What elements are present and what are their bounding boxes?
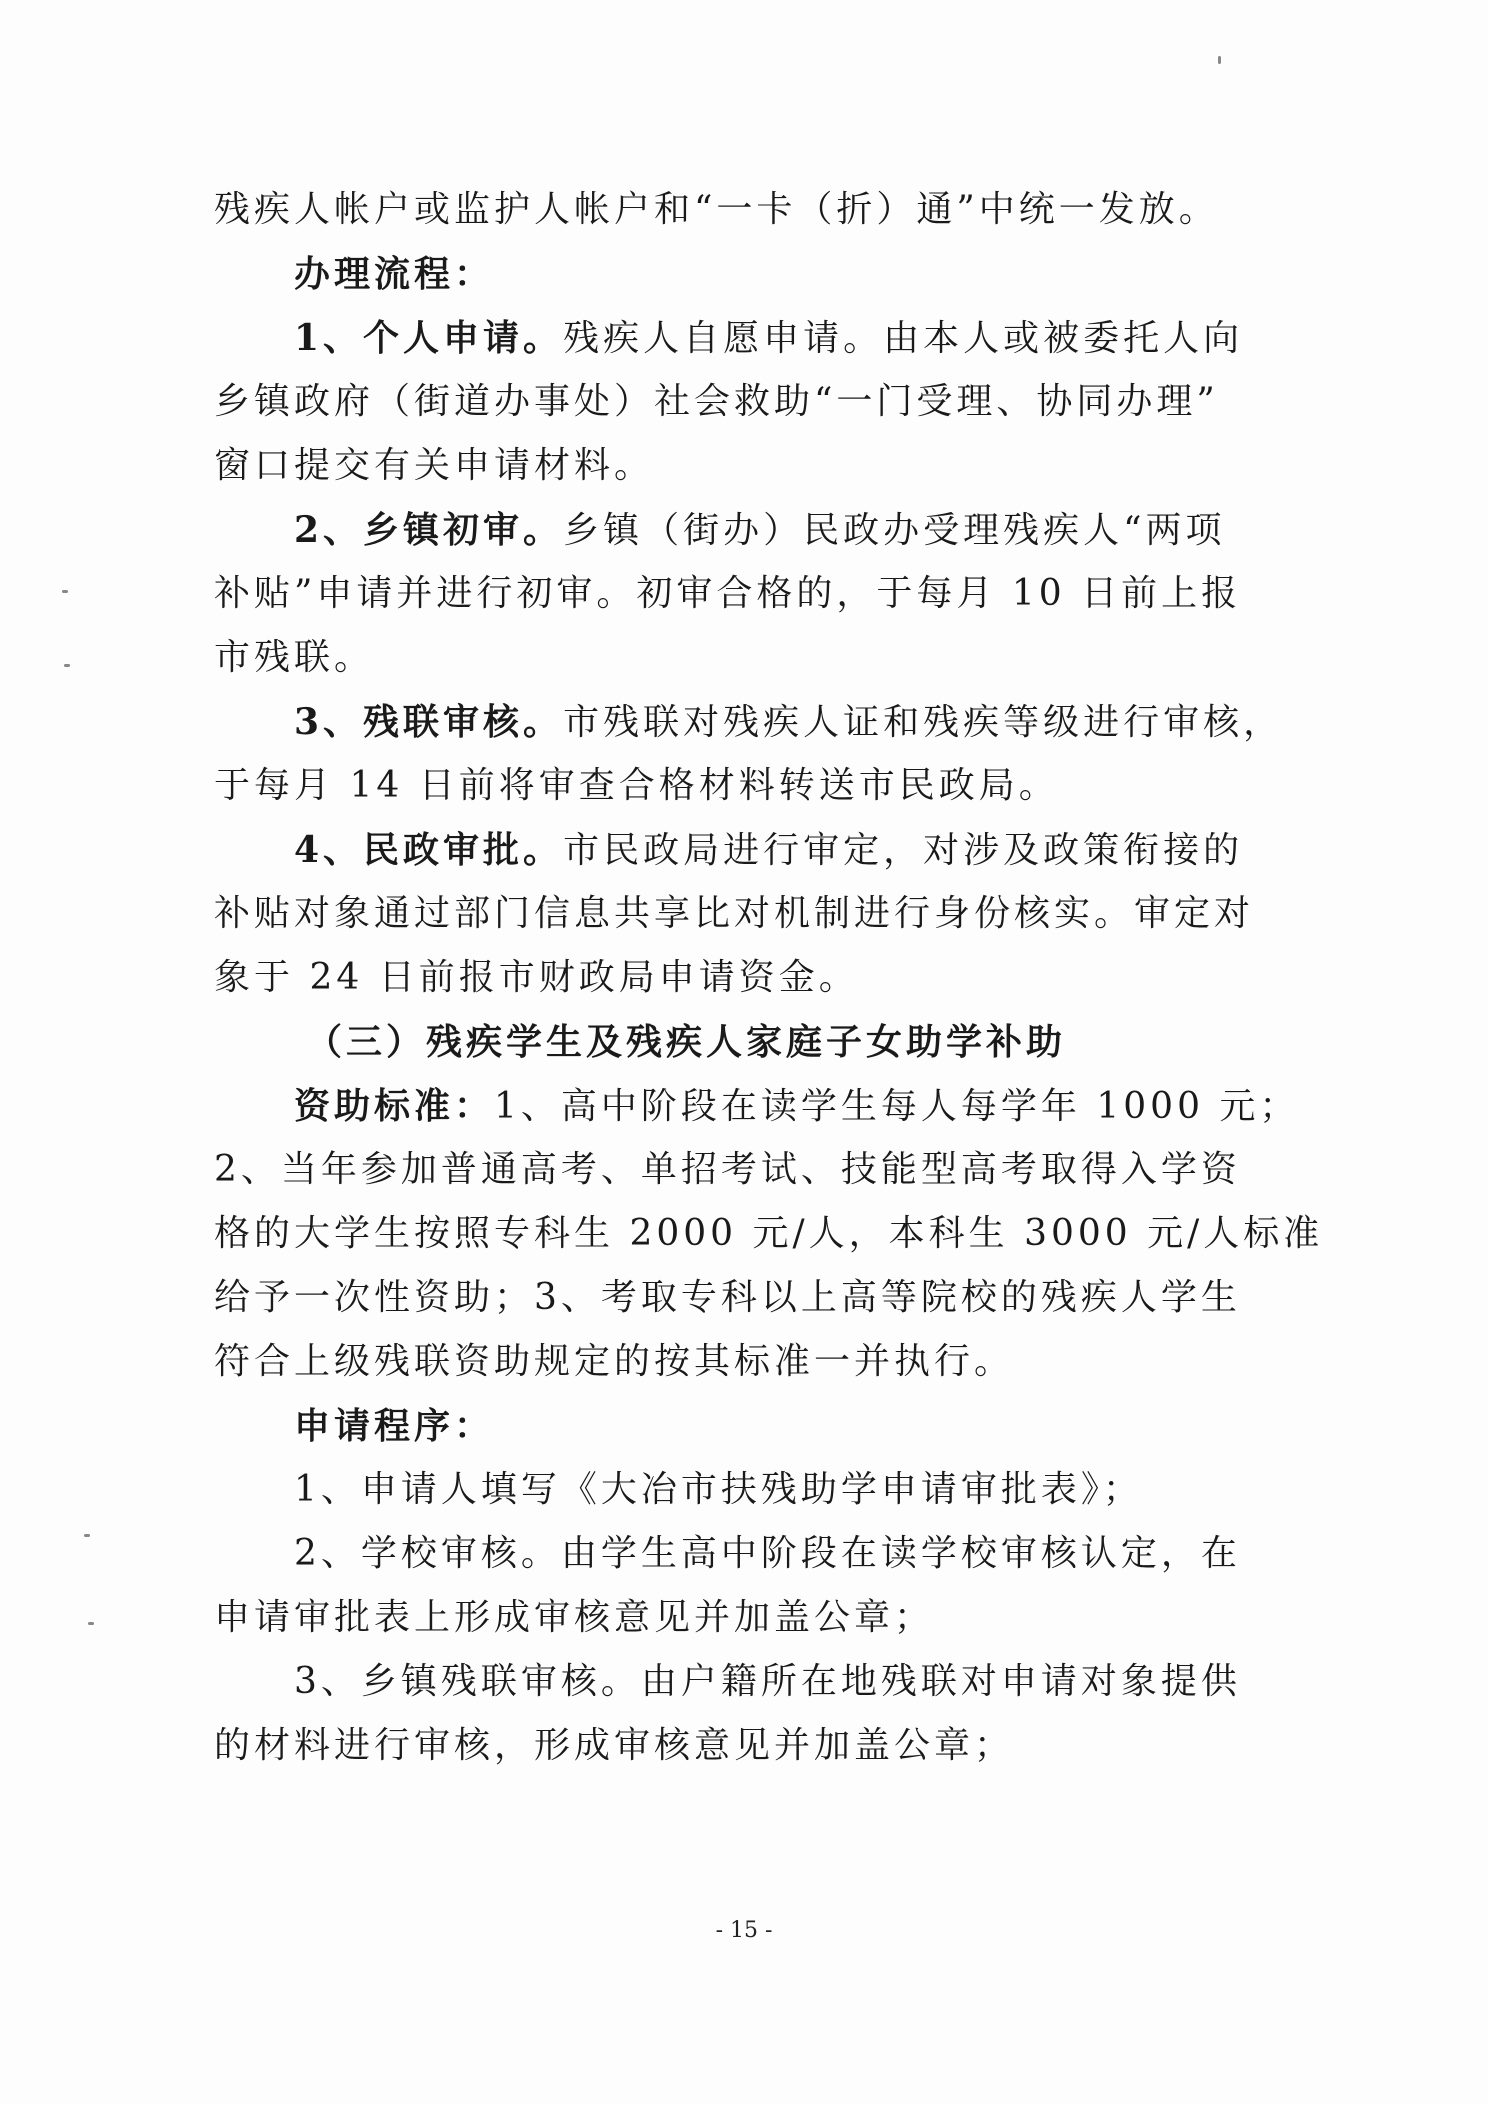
line-lead: 1、个人申请。 xyxy=(294,317,564,359)
paragraph-line xyxy=(214,562,1274,626)
line-text: 2、学校审核。由学生高中阶段在读学校审核认定，在 xyxy=(294,1533,1241,1574)
line-text: 1、申请人填写《大冶市扶残助学申请审批表》； xyxy=(294,1469,1143,1510)
scan-speck xyxy=(1218,56,1221,64)
line-text: 补贴”申请并进行初审。初审合格的，于每月 10 日前上报 xyxy=(214,573,1242,614)
line-text: 市残联对残疾人证和残疾等级进行审核， xyxy=(563,702,1284,743)
paragraph-line xyxy=(214,370,1274,434)
section-heading xyxy=(214,1010,1274,1074)
line-text: 于每月 14 日前将审查合格材料转送市民政局。 xyxy=(214,765,1059,806)
paragraph-line xyxy=(214,434,1274,498)
line-text: 残疾人帐户或监护人帐户和“一卡（折）通”中统一发放。 xyxy=(214,189,1219,230)
scan-speck xyxy=(64,664,70,667)
paragraph-line xyxy=(214,1522,1274,1586)
paragraph-line xyxy=(214,1202,1324,1266)
line-lead: 资助标准： xyxy=(294,1085,495,1127)
line-lead: 办理流程： xyxy=(294,253,495,295)
paragraph-line xyxy=(214,1330,1274,1394)
line-text: 象于 24 日前报市财政局申请资金。 xyxy=(214,957,859,998)
document-body xyxy=(214,178,1324,1778)
scan-speck xyxy=(62,590,68,593)
paragraph-line xyxy=(214,498,1274,562)
line-text: 2、当年参加普通高考、单招考试、技能型高考取得入学资 xyxy=(214,1149,1241,1190)
paragraph-line xyxy=(214,306,1274,370)
line-lead: 2、乡镇初审。 xyxy=(294,509,564,551)
paragraph-line xyxy=(214,1266,1274,1330)
line-text: 的材料进行审核，形成审核意见并加盖公章； xyxy=(214,1725,1015,1766)
paragraph-line xyxy=(214,754,1274,818)
line-text: 给予一次性资助；3、考取专科以上高等院校的残疾人学生 xyxy=(214,1277,1241,1318)
line-text: 符合上级残联资助规定的按其标准一并执行。 xyxy=(214,1341,1015,1382)
line-lead: 3、残联审核。 xyxy=(294,701,564,743)
paragraph-line xyxy=(214,178,1274,242)
page-number: - 15 - xyxy=(715,1918,773,1943)
line-text: 1、高中阶段在读学生每人每学年 1000 元； xyxy=(494,1086,1300,1127)
line-lead: 4、民政审批。 xyxy=(294,829,564,871)
line-text: 补贴对象通过部门信息共享比对机制进行身份核实。审定对 xyxy=(214,893,1255,934)
paragraph-line xyxy=(214,818,1274,882)
scan-speck xyxy=(88,1622,94,1625)
line-text: 乡镇（街办）民政办受理残疾人“两项 xyxy=(563,510,1226,551)
paragraph-line xyxy=(214,690,1284,754)
line-text: 窗口提交有关申请材料。 xyxy=(214,445,655,486)
section-label xyxy=(214,242,1274,306)
paragraph-line xyxy=(214,946,1274,1010)
line-text: 市民政局进行审定，对涉及政策衔接的 xyxy=(563,830,1244,871)
line-lead: 申请程序： xyxy=(294,1405,495,1447)
line-text: 申请审批表上形成审核意见并加盖公章； xyxy=(214,1597,935,1638)
line-text: 残疾人自愿申请。由本人或被委托人向 xyxy=(563,318,1244,359)
line-text: 3、乡镇残联审核。由户籍所在地残联对申请对象提供 xyxy=(294,1661,1241,1702)
paragraph-line xyxy=(214,1138,1274,1202)
paragraph-line xyxy=(214,626,1274,690)
paragraph-line xyxy=(214,1714,1274,1778)
line-lead: （三）残疾学生及残疾人家庭子女助学补助 xyxy=(306,1021,1067,1063)
paragraph-line xyxy=(214,1586,1274,1650)
paragraph-line xyxy=(214,1074,1300,1138)
paragraph-line xyxy=(214,1650,1274,1714)
line-text: 市残联。 xyxy=(214,637,375,678)
section-label xyxy=(214,1394,1274,1458)
line-text: 格的大学生按照专科生 2000 元/人，本科生 3000 元/人标准 xyxy=(214,1213,1324,1254)
line-text: 乡镇政府（街道办事处）社会救助“一门受理、协同办理” xyxy=(214,381,1219,422)
paragraph-line xyxy=(214,882,1274,946)
scan-speck xyxy=(84,1534,90,1537)
paragraph-line xyxy=(214,1458,1274,1522)
